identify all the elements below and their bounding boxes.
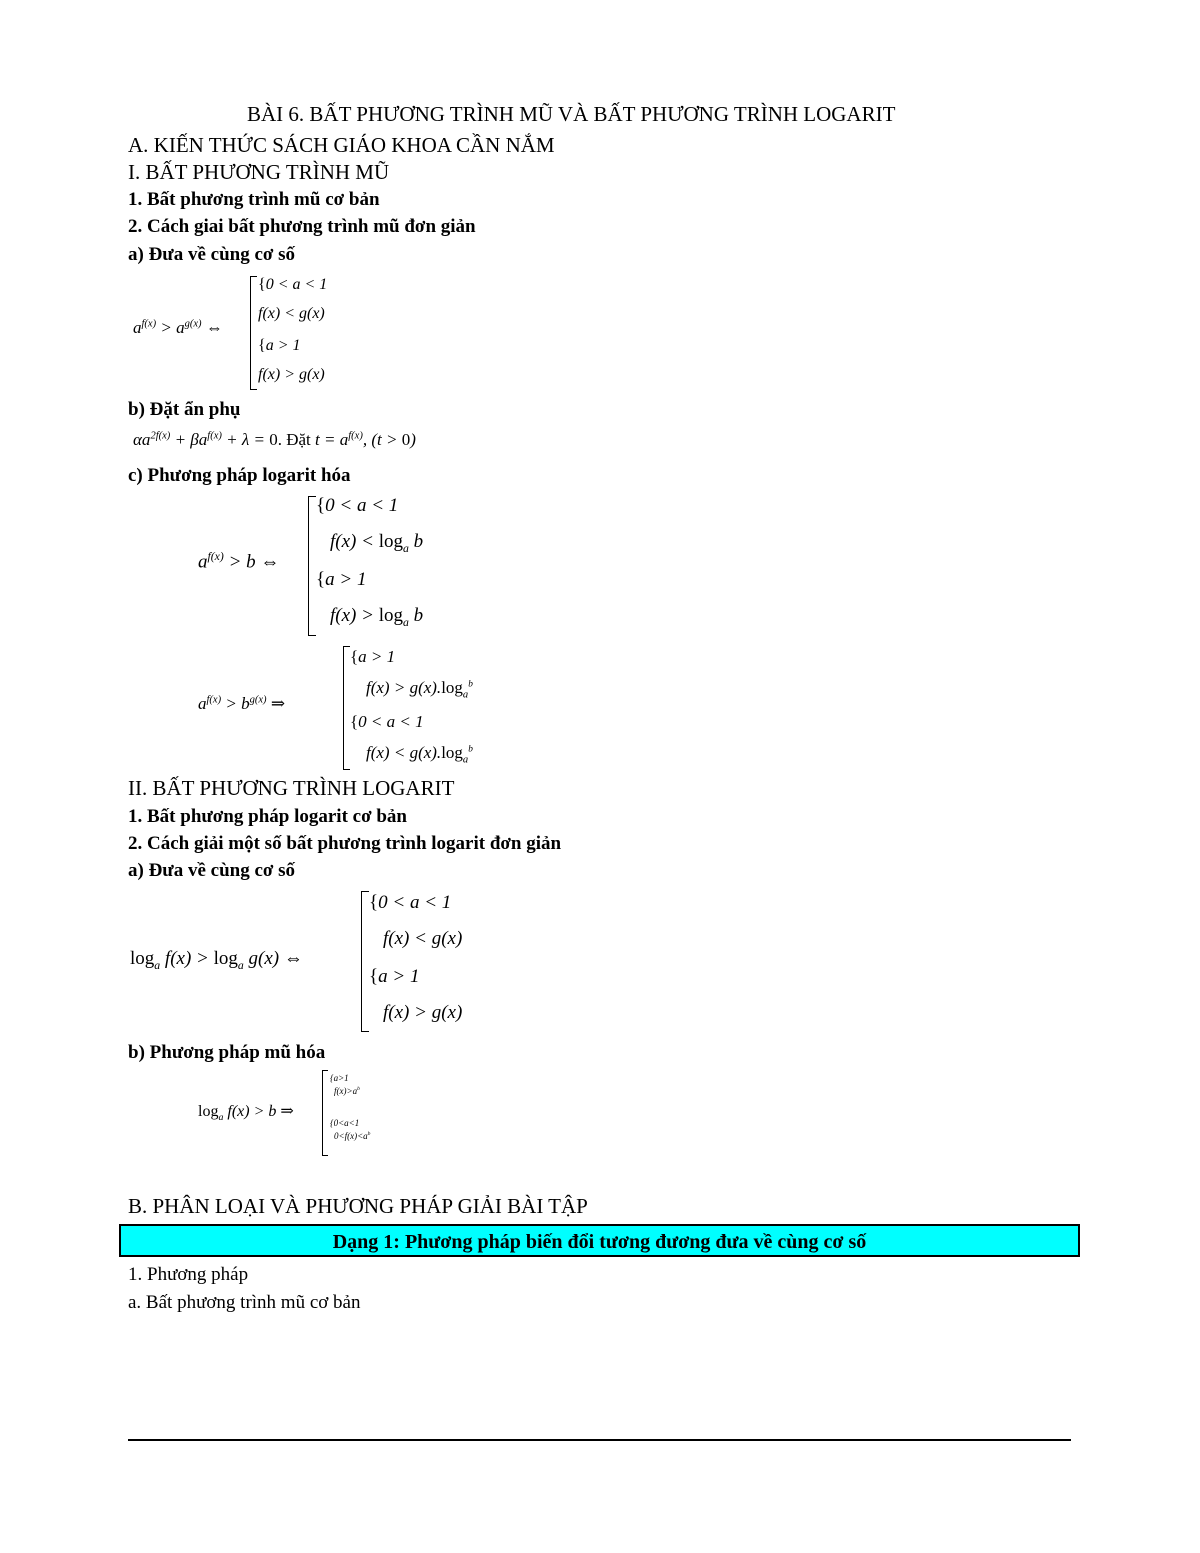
formula-1-case-3: {a > 1 <box>258 337 301 354</box>
formula-5-case-4: $0<f(x)<a^b$ <box>334 1131 371 1141</box>
formula-2-case-4: $f(x) > \log_a b$ <box>330 605 424 629</box>
formula-2-case-1: {0 < a < 1 <box>316 495 399 516</box>
formula-3-bracket <box>343 646 350 770</box>
formula-exp-diff-base: $a^{f(x)} > b^{g(x)}$ ⇒ <box>198 694 286 713</box>
formula-3-case-1: {a > 1 <box>350 647 396 666</box>
formula-substitution: $\alpha a^{2f(x)} + \beta a^{f(x)} + \lambda = 0$. Đặt $t = a^{f(x)}$, (t > 0) <box>133 430 416 449</box>
formula-3-case-2: $f(x) > g(x).\log_a^b$ <box>366 678 473 701</box>
formula-5-case-2: $f(x)>a^b$ <box>334 1086 360 1096</box>
formula-2-case-2: $f(x) < \log_a b$ <box>330 531 424 555</box>
part-i-c: c) Phương pháp logarit hóa <box>128 465 351 486</box>
section-b-heading: B. PHÂN LOẠI VÀ PHƯƠNG PHÁP GIẢI BÀI TẬP <box>128 1194 588 1218</box>
formula-log-exp: $\log_a f(x) > b$ ⇒ <box>198 1103 294 1124</box>
formula-5-case-3: {0<a<1 <box>330 1118 360 1128</box>
formula-4-case-4: f(x) > g(x) <box>383 1002 463 1023</box>
formula-4-case-3: {a > 1 <box>369 966 420 987</box>
page-title: BÀI 6. BẤT PHƯƠNG TRÌNH MŨ VÀ BẤT PHƯƠNG TRÌNH LOGARIT <box>247 102 896 126</box>
formula-exp-log: $a^{f(x)} > b$ ⇔ <box>198 550 280 573</box>
formula-3-case-4: $f(x) < g(x).\log_a^b$ <box>366 743 473 766</box>
formula-2-bracket <box>308 496 316 636</box>
part-i-heading: I. BẤT PHƯƠNG TRÌNH MŨ <box>128 160 390 184</box>
formula-4-bracket <box>361 891 369 1032</box>
formula-1-bracket <box>250 276 257 390</box>
formula-1-case-2: f(x) < g(x) <box>258 305 325 322</box>
formula-4-case-1: {0 < a < 1 <box>369 892 452 913</box>
part-i-b: b) Đặt ẩn phụ <box>128 399 241 420</box>
formula-1-case-4: f(x) > g(x) <box>258 366 325 383</box>
part-ii-a: a) Đưa về cùng cơ số <box>128 860 296 881</box>
formula-log-same-base: $\log_a f(x) > \log_a g(x)$ ⇔ <box>130 948 303 972</box>
part-ii-item-1: 1. Bất phương pháp logarit cơ bản <box>128 806 407 827</box>
phuong-phap-heading: 1. Phương pháp <box>128 1264 249 1285</box>
bat-phuong-trinh-mu-co-ban: a. Bất phương trình mũ cơ bản <box>128 1292 361 1313</box>
part-ii-b: b) Phương pháp mũ hóa <box>128 1042 326 1063</box>
section-a-heading: A. KIẾN THỨC SÁCH GIÁO KHOA CẦN NẮM <box>128 133 555 157</box>
part-i-item-1: 1. Bất phương trình mũ cơ bản <box>128 189 380 210</box>
part-i-item-2: 2. Cách giai bất phương trình mũ đơn giản <box>128 216 476 237</box>
formula-exp-same-base: $a^{f(x)} > a^{g(x)}$ ⇔ <box>133 318 223 337</box>
formula-2-case-3: {a > 1 <box>316 569 367 590</box>
formula-5-case-1: {a>1 <box>330 1073 349 1083</box>
part-ii-heading: II. BẤT PHƯƠNG TRÌNH LOGARIT <box>128 776 455 800</box>
dang-1-banner: Dạng 1: Phương pháp biến đổi tương đương đưa về cùng cơ số <box>119 1224 1080 1257</box>
part-i-a: a) Đưa về cùng cơ số <box>128 244 296 265</box>
formula-1-case-1: {0 < a < 1 <box>258 276 328 293</box>
part-ii-item-2: 2. Cách giải một số bất phương trình logarit đơn giản <box>128 833 562 854</box>
dat-text: . Đặt <box>277 430 316 449</box>
formula-5-bracket <box>322 1070 328 1156</box>
formula-3-case-3: {0 < a < 1 <box>350 712 424 731</box>
formula-4-case-2: f(x) < g(x) <box>383 928 463 949</box>
footer-rule <box>128 1439 1071 1441</box>
